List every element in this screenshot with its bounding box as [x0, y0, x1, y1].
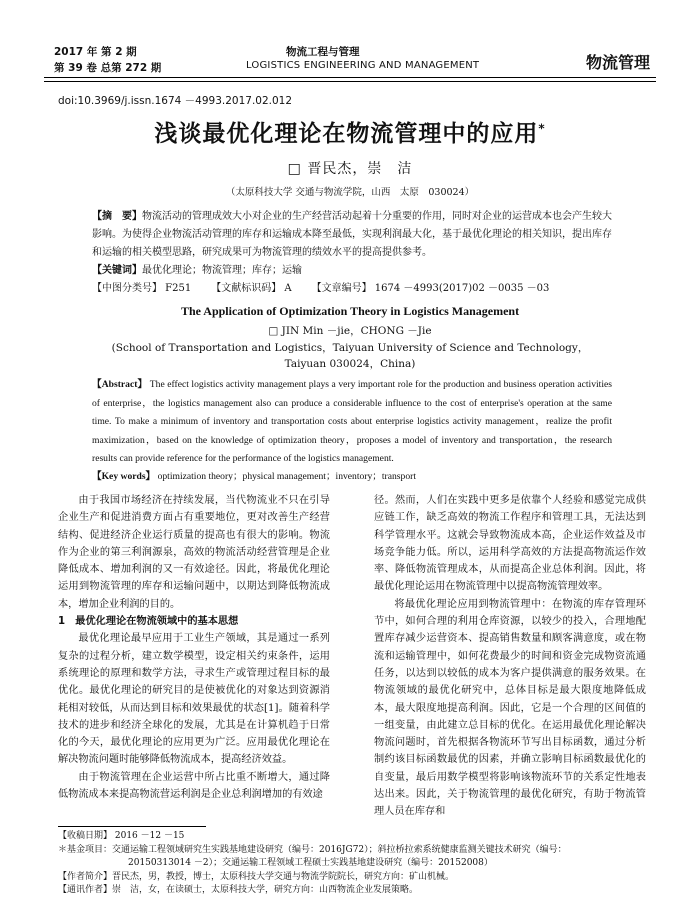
- affiliation: （太原科技大学 交通与物流学院，山西 太原 030024）: [225, 187, 475, 198]
- doi: doi:10.3969/j.issn.1674 －4993.2017.02.012: [58, 95, 293, 107]
- abstract-cn: [92, 208, 612, 262]
- corresponding-author: 【通讯作者】崇 洁，女，在读硕士，太原科技大学，研究方向：山西物流企业发展策略。: [58, 885, 419, 895]
- author-info: 【作者简介】晋民杰，男，教授，博士，太原科技大学交通与物流学院院长，研究方向：矿山机械。: [58, 871, 455, 882]
- keywords-cn-label: 【关键词】: [92, 265, 142, 276]
- paper-title-text: 浅谈最优化理论在物流管理中的应用: [154, 121, 539, 147]
- body-paragraph: 由于物流管理在企业运营中所占比重不断增大，通过降低物流成本来提高物流营运利润是企业总利润增加的有效途: [58, 771, 330, 801]
- header-rule-thin: [44, 81, 656, 82]
- keywords-en-label: 【Key words】: [92, 471, 156, 482]
- title-footnote-mark: *: [538, 121, 546, 136]
- fund-line2: 20150313014 －2）；交通运输工程领域工程硕士实践基地建设研究（编号：20152008）: [128, 858, 493, 868]
- authors: □ 晋民杰，崇 洁: [287, 161, 413, 177]
- abstract-cn-label: 【摘 要】: [92, 211, 142, 222]
- english-title: The Application of Optimization Theory in Logistics Management: [180, 304, 520, 318]
- footnote-rule: [58, 826, 206, 827]
- keywords-en-text: optimization theory；physical management；inventory；transport: [157, 471, 416, 482]
- keywords-en: [92, 468, 612, 482]
- footnotes: [58, 830, 648, 898]
- journal-name-en: LOGISTICS ENGINEERING AND MANAGEMENT: [246, 60, 480, 71]
- body-column-left: [58, 492, 330, 803]
- keywords-cn-text: 最优化理论；物流管理；库存；运输: [142, 265, 302, 276]
- classification-line: [92, 280, 612, 298]
- article-number: 【文章编号】 1674 －4993(2017)02 －0035 －03: [311, 283, 550, 294]
- body-paragraph: 由于我国市场经济在持续发展，当代物流业不只在引导企业生产和促进消费方面占有重要地位，更对改善生产经营结构、促进经济企业运行质量的提高也有很大的影响。物流作为企业的第三利润源泉，高效的物流活动经营管理是企业降低成本、增加利润的又一有效途径。因此，将最优化理论运用到物流管理的库存和运输问题中，以期达到降低物流成本，增加企业利润的目的。: [58, 495, 330, 610]
- header-rule-thick: [44, 77, 656, 78]
- abstract-en: [92, 376, 612, 469]
- abstract-en-text: The effect logistics activity management plays a very important role for the production and business operation activities of enterprise，the logistics management also can produce a considerable influence to the cost of enterprise's operation at the same time. To make a minimum of inventory and transportation costs about enterprise logistics activity management，realize the profit maximization，based on the knowledge of optimization theory，proposes a model of inventory and transportation，the research results can provide reference for the performance of the logistics management.: [92, 379, 612, 464]
- body-paragraph: 将最优化理论应用到物流管理中：在物流的库存管理环节中，如何合理的利用仓库资源，以较少的投入，合理地配置库存减少运营资本、提高销售数量和顾客满意度，或在物流和运输管理中，如何花费最少的时间和资金完成物资流通任务，以达到以较低的成本为客户提供满意的服务效果。在物流领域的最优化研究中，总体目标是最大限度地降低成本，最大限度地提高利润。因此，它是一个合理的区间值的一组变量，由此建立总目标的优化。在运用最优化理论解决物流问题时，首先根据各物流环节写出目标函数，通过分析制约该目标函数最优的因素，并确立影响目标函数最优化的自变量，最后用数学模型将影响该物流环节的关系定性地表达出来。因此，关于物流管理的最优化研究，有助于物流管理人员在库存和: [374, 598, 646, 818]
- year-issue: 2017 年 第 2 期: [54, 46, 137, 58]
- section-label: 物流管理: [585, 53, 650, 72]
- volume-total: 第 39 卷 总第 272 期: [54, 62, 162, 74]
- english-affiliation-line1: (School of Transportation and Logistics，Taiyuan University of Science and Technology，: [111, 342, 589, 354]
- section-heading: 1 最优化理论在物流领域中的基本思想: [58, 616, 239, 628]
- body-paragraph: 径。然而，人们在实践中更多是依靠个人经验和感觉完成供应链工作，缺乏高效的物流工作程序和管理工具，无法达到科学管理水平。这就会导致物流成本高，企业运作效益及市场竞争能力低。所以，运用科学高效的方法提高物流运作效率、降低物流管理成本，从而提高企业总体利润。因此，将最优化理论运用在物流管理中以提高物流管理效率。: [374, 495, 646, 593]
- fund-line1: ＊基金项目：交通运输工程领域研究生实践基地建设研究（编号：2016JG72）；斜拉桥拉索系统健康监测关键技术研究（编号：: [58, 844, 567, 855]
- abstract-en-label: 【Abstract】: [92, 379, 148, 390]
- body-column-right: [374, 492, 646, 821]
- keywords-cn: [92, 262, 612, 280]
- document-code: 【文献标识码】 A: [211, 283, 292, 294]
- abstract-cn-text: 物流活动的管理成效大小对企业的生产经营活动起着十分重要的作用，同时对企业的运营成本也会产生较大影响。为使得企业物流活动管理的库存和运输成本降至最低，实现利润最大化，基于最优化理论的相关知识，提出库存和运输的相关模型思路，研究成果可为物流管理的绩效水平的提高提供参考。: [92, 211, 612, 258]
- received-date: 【收稿日期】 2016 －12 －15: [58, 831, 185, 841]
- clc-number: 【中图分类号】 F251: [92, 283, 192, 294]
- english-affiliation-line2: Taiyuan 030024，China): [284, 358, 416, 370]
- paper-title: [0, 115, 700, 148]
- running-header: [44, 40, 656, 78]
- english-authors: □ JIN Min －jie，CHONG －Jie: [268, 325, 432, 337]
- journal-name-cn: 物流工程与管理: [286, 46, 360, 58]
- body-paragraph: 最优化理论最早应用于工业生产领域，其是通过一系列复杂的过程分析，建立数学模型，设定相关约束条件，运用系统理论的原理和数学方法，寻求生产或管理过程目标的最优化。最优化理论的研究目的是使被优化的对象达到资源消耗相对较低，从而达到目标和效果最优的状态[1]。随着科学技术的进步和经济全球化的发展，尤其是在计算机趋于日常化的今天，最优化理论的应用更为广泛。应用最优化理论在解决物流问题时能够降低物流成本，提高经济效益。: [58, 633, 330, 766]
